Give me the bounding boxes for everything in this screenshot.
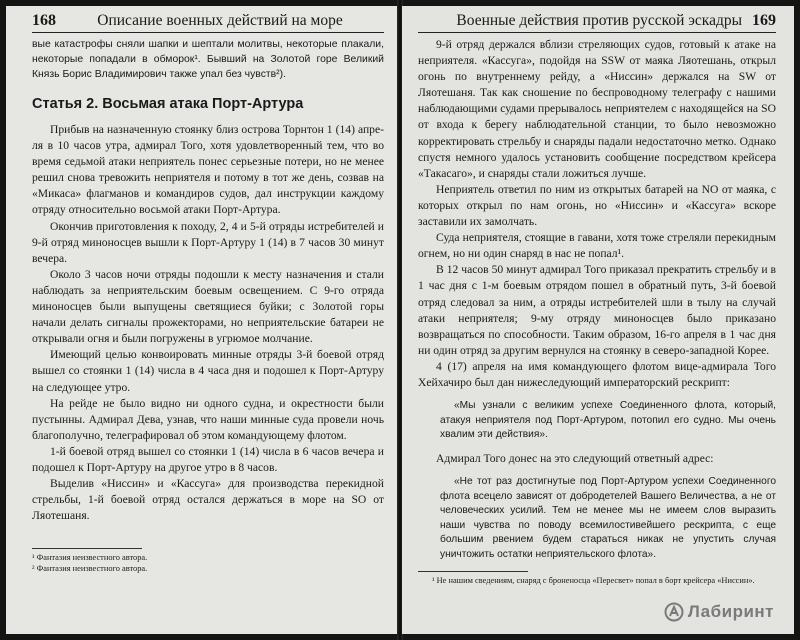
paragraph: Окончив приготовления к походу, 2, 4 и 5-й отряды истребителей и 9-й отряд миноносцев вышли к Порт-Артуру 1 (14) в 7 часов 30 минут вечера.: [32, 219, 384, 265]
left-page: [6, 6, 398, 634]
footnote-divider: [32, 548, 142, 549]
right-body-text: [418, 37, 776, 391]
paragraph: Имеющий целью конвоировать минные отряды 3-й боевой отряд вышел со стоянки 1 (14) числа в 4 часа дня и подошел к Порт-Артуру на следующее утро.: [32, 348, 384, 394]
paragraph: Суда неприятеля, стоящие в гавани, хотя тоже стреляли перекидным огнем, но ни один снаряд в нас не попал¹.: [418, 231, 776, 261]
reply-quote: [440, 475, 776, 563]
running-title-right: Военные действия против русской эскадры: [456, 12, 742, 29]
paragraph: 9-й отряд держался вблизи стреляющих судов, готовый к атаке на неприятеля. «Кассуга», подойдя на SSW от маяка Ляотешань, открыл огонь по внутреннему рейду, а «Ниссин» держался на SW от Ляотешаня. Так как сношение по беспроводному телеграфу с нашими наблюдающими судами прерывалось неприятелем с находящейся на SO от входа к берегу наблюдательной станции, то было невозможно корректировать стрельбу и снаряды падали недостаточно метко. Однако спустя немного удалось установить сообщение посредством крейсера «Такасаго», и снаряды стали ложиться лучше.: [418, 38, 776, 180]
paragraph: В 12 часов 50 минут адмирал Того приказал прекратить стрельбу и в 1 час дня с 1-м боевым отрядом пошел в обратный путь, 3-й боевой отряд следовал за ним, а отряды истребителей шли в тылу на случай атаки неприятеля; 9-му отряду миноносцев было приказано возвращаться по способности. Таким образом, 16-го апреля в 1 час дня ни один отряд за другим вернулся на стоянку в северо-западной Корее.: [418, 263, 776, 357]
rescript-quote: [440, 399, 776, 443]
article-heading: Статья 2. Восьмая атака Порт-Артура: [32, 96, 304, 112]
left-page-header: [32, 12, 384, 33]
paragraph: 1-й боевой отряд вышел со стоянки 1 (14) числа в 6 часов вечера и подошел к Порт-Артуру на другое утро в 8 часов.: [32, 444, 384, 474]
watermark-text: Лабиринт: [687, 602, 774, 621]
running-title-left: Описание военных действий на море: [97, 12, 343, 29]
paragraph: Выделив «Ниссин» и «Кассуга» для производства перекидной стрельбы, 1-й боевой отряд остался держаться в море на SO от Ляотешаня.: [32, 477, 384, 523]
footnote-divider: [418, 571, 528, 572]
labirint-watermark: [664, 602, 774, 622]
paragraph: Адмирал Того донес на это следующий ответный адрес:: [436, 451, 714, 465]
page-number-left: 168: [32, 12, 56, 29]
paragraph: 4 (17) апреля на имя командующего флотом вице-адмирала Того Хейхачиро был дан нижеследующий императорский рескрипт:: [418, 359, 776, 389]
footnote: ¹ Фантазия неизвестного автора.: [32, 553, 148, 563]
quote-text: «Не тот раз достигнутые под Порт-Артуром успехи Соединенного флота всецело зависят от добродетелей Вашего Величества, а не от человеческих усилий. Тем не менее мы не имеем слов выразить наши чувства по поводу всемилостивейшего рескрипта, с еще большим рвением будем стараться никак не упустить случая уничтожить остатки неприятельского флота».: [440, 475, 776, 560]
right-page-header: [418, 12, 776, 33]
paragraph: На рейде не было видно ни одного судна, и окрестности были пустынны. Адмирал Дева, узнав, что наши минные суда провели ночь благополучно, телеграфировал об этом командующему флотом.: [32, 396, 384, 442]
reply-intro-block: [418, 451, 776, 467]
quote-text: «Мы узнали с великим успехе Соединенного флота, который, атакуя неприятеля под Порт-Артуром, потопил его судно. Мы очень хвалим эти действия».: [440, 400, 776, 441]
paragraph: Неприятель ответил по ним из открытых батарей на NO от маяка, с которых открыл по нам огонь, но «Ниссин» и «Кассуга» вскоре заставили их замолчать.: [418, 182, 776, 229]
labirint-logo-icon: [664, 602, 684, 622]
page-number-right: 169: [752, 12, 776, 29]
left-body-text: [32, 122, 384, 524]
footnote: ² Фантазия неизвестного автора.: [32, 564, 148, 574]
footnote: ¹ Не нашим сведениям, снаряд с броненосца «Пересвет» попал в борт крейсера «Ниссин».: [432, 575, 755, 585]
right-page: [402, 6, 794, 634]
paragraph: Прибыв на назначенную стоянку близ острова Торнтон 1 (14) апреля в 10 часов утра, адмирал Того, хотя удовлетворенный тем, что во время седьмой атаки неприятель понес серьезные потери, но не менее решил снова тревожить неприятеля и потому в тот же день, созвав на «Микаса» флагманов и командиров судов, дал инструкции каждому отряду относительно восьмой атаки Порт-Артура.: [32, 123, 384, 217]
paragraph: Около 3 часов ночи отряды подошли к месту назначения и стали наблюдать за неприятельским боевым освещением. С 9-го отряда миноносцев были выпущены светящиеся буйки; с Золотой горы начали делать сигналы прожекторами, но неприятельские батареи не открывали огня и были погружены в угрюмое молчание.: [32, 267, 384, 346]
intro-text: вые катастрофы сняли шапки и шептали молитвы, некоторые плакали, некоторые попадали в обморок¹. Бывший на Золотой горе Великий Князь Борис Владимирович также упал без чувств²).: [32, 39, 384, 80]
